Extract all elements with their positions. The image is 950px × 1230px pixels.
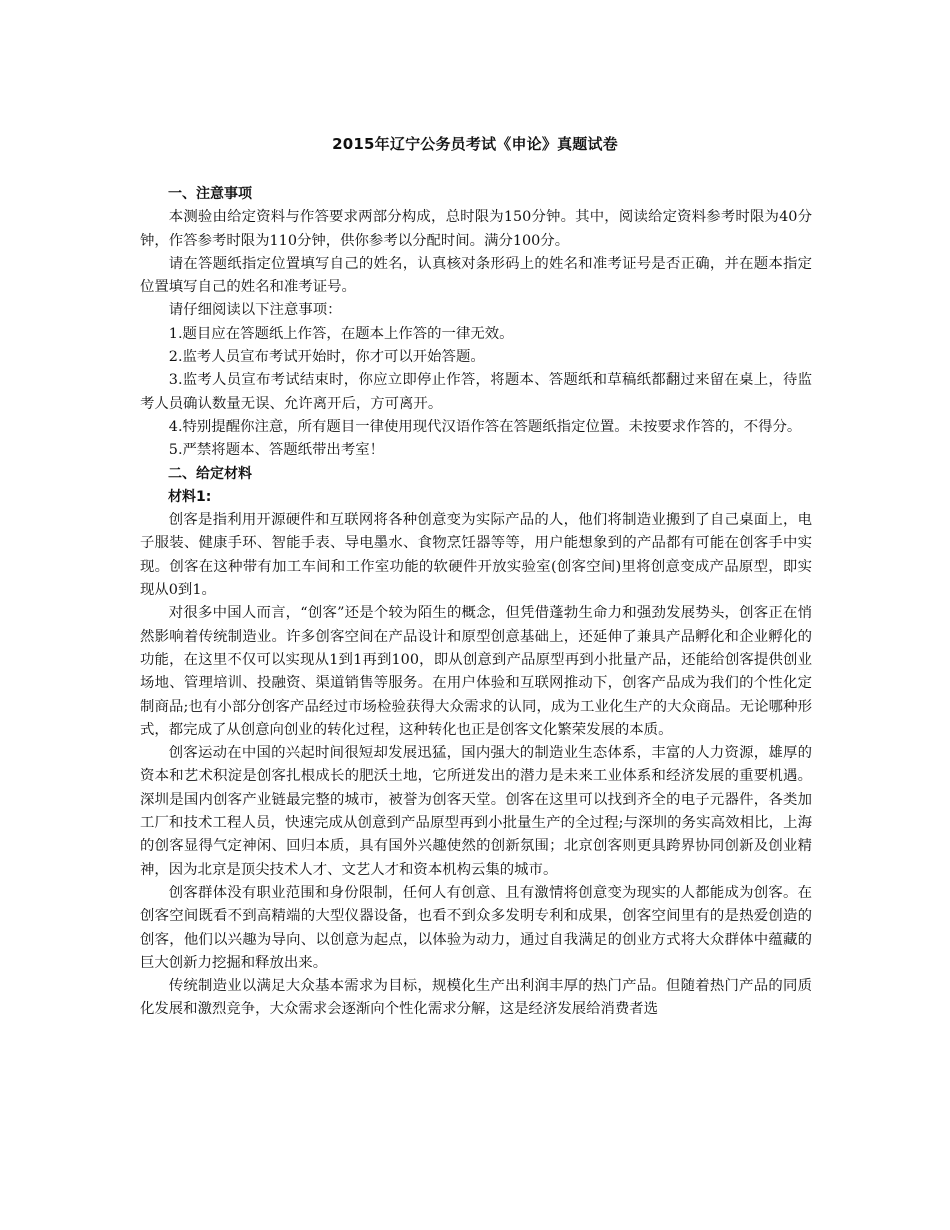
notes-item: 3.监考人员宣布考试结束时，你应立即停止作答，将题本、答题纸和草稿纸都翻过来留在桌上，待监考人员确认数量无误、允许离开后，方可离开。 xyxy=(140,372,812,412)
notes-paragraph: 请在答题纸指定位置填写自己的姓名，认真核对条形码上的姓名和准考证号是否正确，并在题本指定位置填写自己的姓名和准考证号。 xyxy=(140,255,812,296)
section-heading-materials: 二、给定材料 xyxy=(168,465,252,482)
notes-paragraph: 请仔细阅读以下注意事项： xyxy=(168,302,342,319)
document-title: 2015年辽宁公务员考试《申论》真题试卷 xyxy=(332,135,618,153)
section-heading-notes: 一、注意事项 xyxy=(168,186,252,202)
material-paragraph: 对很多中国人而言，“创客”还是个较为陌生的概念，但凭借蓬勃生命力和强劲发展势头，创客正在悄然影响着传统制造业。许多创客空间在产品设计和原型创意基础上，还延伸了兼具产品孵化和企业孵化的功能，在这里不仅可以实现从1到1再到100，即从创意到产品原型再到小批量产品，还能给创客提供创业场地、管理培训、投融资、渠道销售等服务。在用户体验和互联网推动下，创客产品成为我们的个性化定制商品;也有小部分创客产品经过市场检验获得大众需求的认同，成为工业化生产的大众商品。无论哪种形式，都完成了从创意向创业的转化过程，这种转化也正是创客文化繁荣发展的本质。 xyxy=(140,605,812,738)
material-paragraph: 传统制造业以满足大众基本需求为目标，规模化生产出利润丰厚的热门产品。但随着热门产品的同质化发展和激烈竞争，大众需求会逐渐向个性化需求分解，这是经济发展给消费者选 xyxy=(140,978,812,1018)
notes-item: 5.严禁将题本、答题纸带出考室！ xyxy=(168,442,384,459)
notes-item: 2.监考人员宣布考试开始时，你才可以开始答题。 xyxy=(168,349,485,366)
notes-item: 1.题目应在答题纸上作答，在题本上作答的一律无效。 xyxy=(168,325,514,342)
notes-paragraph: 本测验由给定资料与作答要求两部分构成，总时限为150分钟。其中，阅读给定资料参考时限为40分钟，作答参考时限为110分钟，供你参考以分配时间。满分100分。 xyxy=(140,209,812,249)
material-paragraph: 创客运动在中国的兴起时间很短却发展迅猛，国内强大的制造业生态体系，丰富的人力资源，雄厚的资本和艺术积淀是创客扎根成长的肥沃土地，它所迸发出的潜力是未来工业体系和经济发展的重要机遇。深圳是国内创客产业链最完整的城市，被誉为创客天堂。创客在这里可以找到齐全的电子元器件，各类加工厂和技术工程人员，快速完成从创意到产品原型再到小批量生产的全过程;与深圳的务实高效相比，上海的创客显得气定神闲、回归本质，具有国外兴趣使然的创新氛围；北京创客则更具跨界协同创新及创业精神，因为北京是顶尖技术人才、文艺人才和资本机构云集的城市。 xyxy=(140,745,812,878)
document-body xyxy=(140,183,812,1022)
material-paragraph: 创客是指利用开源硬件和互联网将各种创意变为实际产品的人，他们将制造业搬到了自己桌面上，电子服装、健康手环、智能手表、导电墨水、食物烹饪器等等，用户能想象到的产品都有可能在创客手中实现。创客在这种带有加工车间和工作室功能的软硬件开放实验室(创客空间)里将创意变成产品原型，即实现从0到1。 xyxy=(140,512,812,599)
material-paragraph: 创客群体没有职业范围和身份限制，任何人有创意、且有激情将创意变为现实的人都能成为创客。在创客空间既看不到高精端的大型仪器设备，也看不到众多发明专利和成果，创客空间里有的是热爱创造的创客，他们以兴趣为导向、以创意为起点，以体验为动力，通过自我满足的创业方式将大众群体中蕴藏的巨大创新力挖掘和释放出来。 xyxy=(140,884,812,971)
material-heading: 材料1: xyxy=(168,488,212,505)
notes-item: 4.特别提醒你注意，所有题目一律使用现代汉语作答在答题纸指定位置。未按要求作答的，不得分。 xyxy=(168,418,802,435)
